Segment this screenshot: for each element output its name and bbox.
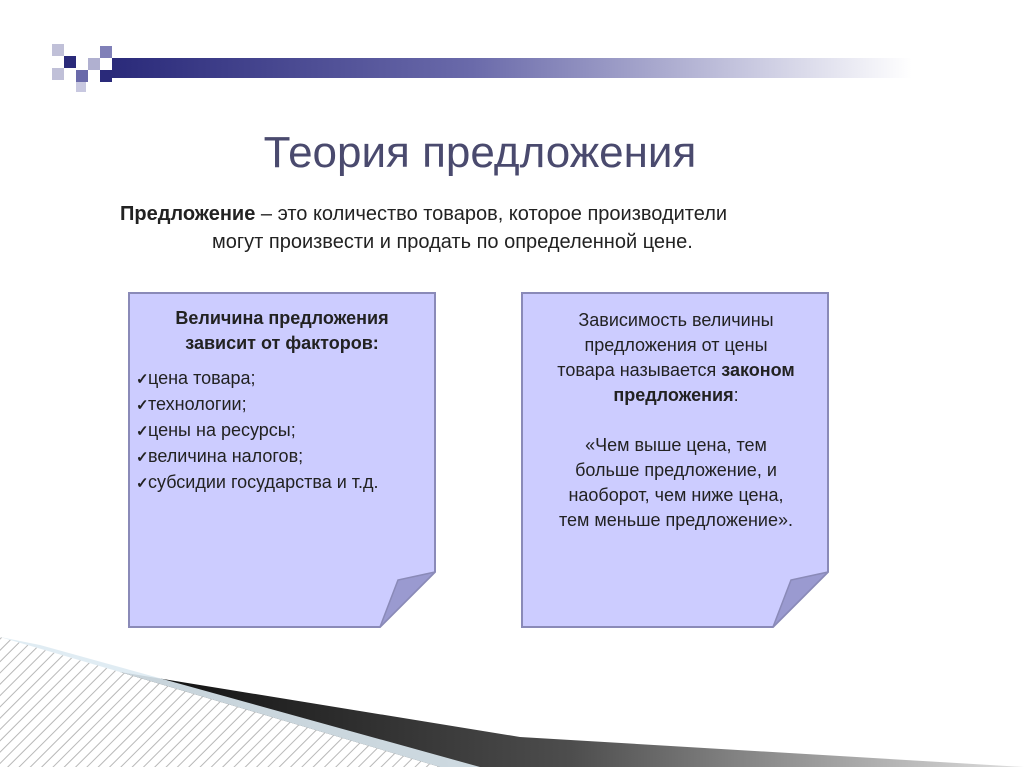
list-item: [136, 392, 428, 418]
factors-heading-line1: Величина предложения: [175, 308, 389, 328]
check-icon: ✓: [136, 423, 149, 440]
law-line-text: :: [733, 385, 739, 405]
check-icon: ✓: [136, 475, 149, 492]
definition-paragraph: [120, 200, 880, 256]
law-line: [535, 383, 817, 408]
accent-square: [100, 46, 112, 58]
accent-square: [76, 82, 86, 92]
quote-line: наоборот, чем ниже цена,: [568, 485, 784, 505]
factors-heading: [136, 306, 428, 356]
law-line: [535, 358, 817, 383]
spacer: [535, 408, 817, 433]
list-item: [136, 444, 428, 470]
law-card-text: [535, 308, 817, 533]
check-icon: ✓: [136, 397, 149, 414]
hatched-wedge: [0, 637, 440, 767]
factors-heading-line2: зависит от факторов:: [185, 333, 379, 353]
check-icon: ✓: [136, 449, 149, 466]
factors-card-text: [136, 306, 428, 496]
law-line-text: товара называется: [557, 360, 722, 380]
accent-square: [52, 68, 64, 80]
list-item: [136, 470, 428, 496]
accent-square: [64, 56, 76, 68]
accent-square: [100, 70, 112, 82]
accent-gradient-strip: [112, 58, 912, 78]
factor-text: цена товара;: [148, 368, 256, 388]
definition-term: Предложение: [120, 203, 256, 225]
law-term-bold: законом: [721, 360, 795, 380]
factor-text: цены на ресурсы;: [148, 420, 296, 440]
quote-line: «Чем выше цена, тем: [585, 435, 767, 455]
law-line: Зависимость величины: [578, 310, 774, 330]
slide-title: Теория предложения: [263, 128, 697, 177]
factor-text: субсидии государства и т.д.: [148, 472, 379, 492]
header-accent-bar: [0, 0, 1024, 120]
bottom-decoration: [0, 627, 1024, 767]
quote-line: больше предложение, и: [575, 460, 777, 480]
definition-text-line1: – это количество товаров, которое производители: [255, 203, 728, 225]
law-term-bold: предложения: [613, 385, 734, 405]
list-item: [136, 418, 428, 444]
list-item: [136, 366, 428, 392]
quote-line: тем меньше предложение».: [558, 510, 794, 530]
law-line: предложения от цены: [584, 335, 768, 355]
check-icon: ✓: [136, 371, 149, 388]
law-card: [521, 292, 829, 628]
factors-card: [128, 292, 436, 628]
definition-text-line2: могут произвести и продать по определенной цене.: [212, 231, 693, 253]
accent-square: [88, 58, 100, 70]
accent-square: [52, 44, 64, 56]
factor-text: технологии;: [148, 394, 247, 414]
factor-text: величина налогов;: [148, 446, 304, 466]
factors-list: [136, 366, 428, 496]
accent-square: [76, 70, 88, 82]
